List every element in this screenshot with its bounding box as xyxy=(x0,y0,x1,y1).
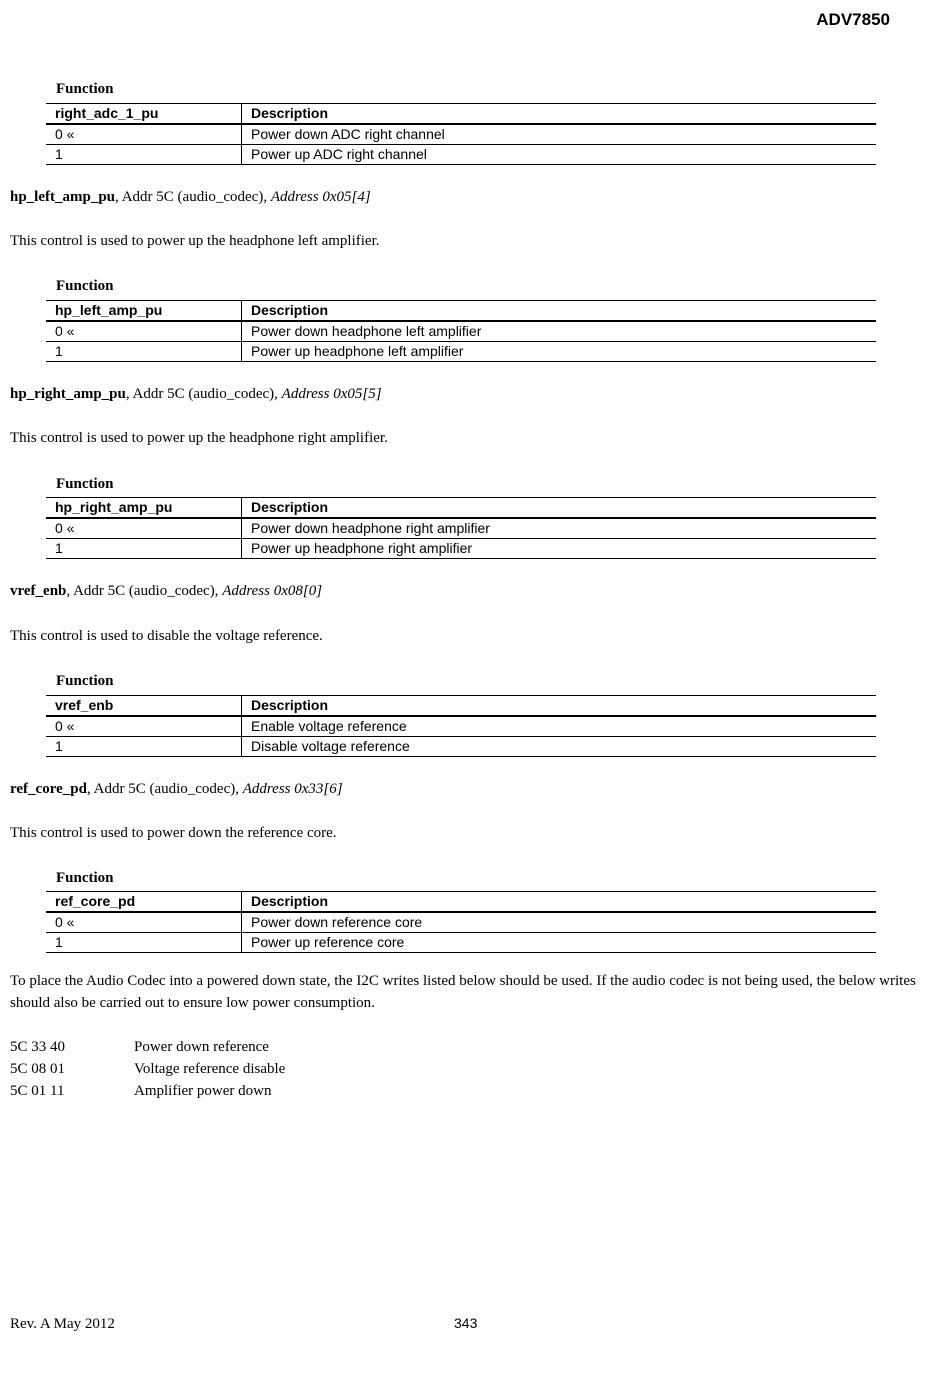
table-header-description: Description xyxy=(242,301,877,322)
write-code: 5C 01 11 xyxy=(10,1083,65,1099)
table-row xyxy=(46,321,876,342)
register-description: This control is used to power up the headphone left amplifier. xyxy=(10,233,380,249)
write-code: 5C 08 01 xyxy=(10,1061,66,1077)
table-header-field: vref_enb xyxy=(46,696,242,717)
register-addr: , Addr 5C (audio_codec), xyxy=(66,583,223,599)
document-title: ADV7850 xyxy=(816,10,890,29)
function-table xyxy=(46,497,876,559)
table-cell-description: Power down reference core xyxy=(242,912,877,933)
table-row xyxy=(46,124,876,145)
write-label: Amplifier power down xyxy=(134,1083,272,1099)
table-header-description: Description xyxy=(242,696,877,717)
register-name: vref_enb xyxy=(10,583,67,599)
list-item xyxy=(10,1080,285,1102)
table-cell-description: Enable voltage reference xyxy=(242,716,877,737)
table-row xyxy=(46,716,876,737)
table-row xyxy=(46,933,876,953)
list-item xyxy=(10,1036,285,1058)
register-address: Address 0x05[4] xyxy=(270,189,371,205)
table-cell-description: Power down headphone right amplifier xyxy=(242,518,877,539)
function-label: Function xyxy=(56,476,114,492)
register-name: ref_core_pd xyxy=(10,781,87,797)
function-table xyxy=(46,891,876,953)
table-cell-description: Power up headphone right amplifier xyxy=(242,539,877,559)
table-row xyxy=(46,342,876,362)
register-addr: , Addr 5C (audio_codec), xyxy=(115,189,271,205)
register-address: Address 0x33[6] xyxy=(242,781,343,797)
table-cell-description: Disable voltage reference xyxy=(242,737,877,757)
table-cell-description: Power up reference core xyxy=(242,933,877,953)
function-table xyxy=(46,695,876,757)
register-title xyxy=(10,781,343,798)
table-row xyxy=(46,737,876,757)
table-cell-value: 0 « xyxy=(46,912,242,933)
write-label: Power down reference xyxy=(134,1039,269,1055)
table-header-field: hp_right_amp_pu xyxy=(46,498,242,519)
table-cell-value: 0 « xyxy=(46,716,242,737)
page-number: 343 xyxy=(454,1315,478,1331)
table-cell-value: 1 xyxy=(46,933,242,953)
register-description: This control is used to power up the headphone right amplifier. xyxy=(10,430,388,446)
table-cell-value: 0 « xyxy=(46,321,242,342)
footer-revision: Rev. A May 2012 xyxy=(10,1316,115,1332)
table-header-field: right_adc_1_pu xyxy=(46,104,242,125)
function-label: Function xyxy=(56,81,114,97)
register-name: hp_left_amp_pu xyxy=(10,189,116,205)
table-cell-value: 0 « xyxy=(46,124,242,145)
table-row xyxy=(46,518,876,539)
table-cell-description: Power up ADC right channel xyxy=(242,145,877,165)
table-header-description: Description xyxy=(242,104,877,125)
table-cell-value: 1 xyxy=(46,737,242,757)
table-cell-value: 1 xyxy=(46,145,242,165)
table-cell-description: Power down ADC right channel xyxy=(242,124,877,145)
register-title xyxy=(10,583,322,600)
register-address: Address 0x05[5] xyxy=(281,386,382,402)
table-header-description: Description xyxy=(242,498,877,519)
register-addr: , Addr 5C (audio_codec), xyxy=(86,781,243,797)
table-row xyxy=(46,145,876,165)
table-row xyxy=(46,912,876,933)
function-label: Function xyxy=(56,673,114,689)
table-cell-value: 1 xyxy=(46,342,242,362)
table-cell-value: 0 « xyxy=(46,518,242,539)
function-table xyxy=(46,300,876,362)
table-header-field: ref_core_pd xyxy=(46,892,242,913)
table-cell-description: Power up headphone left amplifier xyxy=(242,342,877,362)
write-label: Voltage reference disable xyxy=(134,1061,286,1077)
function-label: Function xyxy=(56,278,114,294)
register-title xyxy=(10,386,382,403)
table-cell-value: 1 xyxy=(46,539,242,559)
table-header-description: Description xyxy=(242,892,877,913)
table-cell-description: Power down headphone left amplifier xyxy=(242,321,877,342)
write-code: 5C 33 40 xyxy=(10,1039,66,1055)
list-item xyxy=(10,1058,285,1080)
register-description: This control is used to power down the reference core. xyxy=(10,825,337,841)
table-row xyxy=(46,539,876,559)
register-address: Address 0x08[0] xyxy=(222,583,323,599)
function-label: Function xyxy=(56,870,114,886)
register-addr: , Addr 5C (audio_codec), xyxy=(125,386,282,402)
register-description: This control is used to disable the voltage reference. xyxy=(10,628,323,644)
table-header-field: hp_left_amp_pu xyxy=(46,301,242,322)
i2c-writes-list xyxy=(10,1036,285,1102)
register-name: hp_right_amp_pu xyxy=(10,386,126,402)
closing-paragraph: To place the Audio Codec into a powered down state, the I2C writes listed below should be used. If the audio codec is not being used, the below writes should also be carried out to ensure low power consumption. xyxy=(10,973,916,1011)
function-table xyxy=(46,103,876,165)
register-title xyxy=(10,189,371,206)
